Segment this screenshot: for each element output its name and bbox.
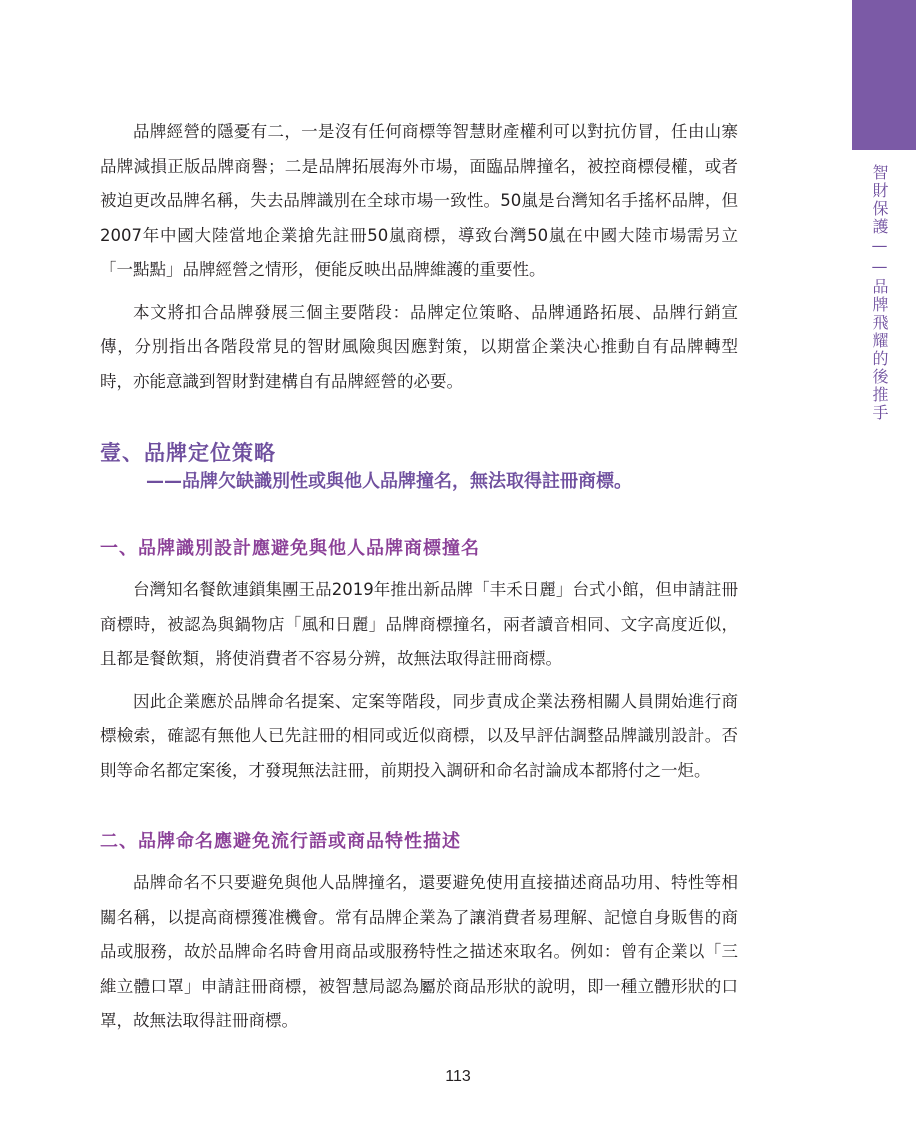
section-1-subtitle: ——品牌欠缺識別性或與他人品牌撞名，無法取得註冊商標。 bbox=[146, 471, 632, 492]
subsection-2-paragraph-1: 品牌命名不只要避免與他人品牌撞名，還要避免使用直接描述商品功用、特性等相關名稱，以提高商標獲准機會。常有品牌企業為了讓消費者易理解、記憶自身販售的商品或服務，故於品牌命名時會用商品或服務特性之描述來取名。例如：曾有企業以「三維立體口罩」申請註冊商標，被智慧局認為屬於商品形狀的說明，即一種立體形狀的口罩，故無法取得註冊商標。 bbox=[100, 873, 738, 1030]
intro-paragraph-1: 品牌經營的隱憂有二，一是沒有任何商標等智慧財產權利可以對抗仿冒，任由山寨品牌減損正版品牌商譽；二是品牌拓展海外市場，面臨品牌撞名，被控商標侵權，或者被迫更改品牌名稱，失去品牌識別在全球市場一致性。50嵐是台灣知名手搖杯品牌，但2007年中國大陸當地企業搶先註冊50嵐商標，導致台灣50嵐在中國大陸市場需另立「一點點」品牌經營之情形，便能反映出品牌維護的重要性。 bbox=[100, 122, 738, 279]
subsection-2-title: 二、品牌命名應避免流行語或商品特性描述 bbox=[100, 831, 461, 852]
page-content bbox=[100, 115, 738, 1039]
chapter-color-tab bbox=[852, 0, 916, 150]
page-number: 113 bbox=[445, 1068, 471, 1085]
chapter-side-title: 智財保護——品牌飛耀的後推手 bbox=[870, 164, 889, 422]
subsection-1-title: 一、品牌識別設計應避免與他人品牌商標撞名 bbox=[100, 538, 480, 559]
intro-paragraph-2: 本文將扣合品牌發展三個主要階段：品牌定位策略、品牌通路拓展、品牌行銷宣傳，分別指出各階段常見的智財風險與因應對策，以期當企業決心推動自有品牌轉型時，亦能意識到智財對建構自有品牌經營的必要。 bbox=[100, 302, 738, 391]
subsection-1-paragraph-1: 台灣知名餐飲連鎖集團王品2019年推出新品牌「丰禾日麗」台式小館，但申請註冊商標時，被認為與鍋物店「風和日麗」品牌商標撞名，兩者讀音相同、文字高度近似，且都是餐飲類，將使消費者不容易分辨，故無法取得註冊商標。 bbox=[100, 580, 738, 668]
section-1-title: 壹、品牌定位策略 bbox=[100, 441, 276, 465]
subsection-1-paragraph-2: 因此企業應於品牌命名提案、定案等階段，同步責成企業法務相關人員開始進行商標檢索，確認有無他人已先註冊的相同或近似商標，以及早評估調整品牌識別設計。否則等命名都定案後，才發現無法註冊，前期投入調研和命名討論成本都將付之一炬。 bbox=[100, 691, 738, 780]
